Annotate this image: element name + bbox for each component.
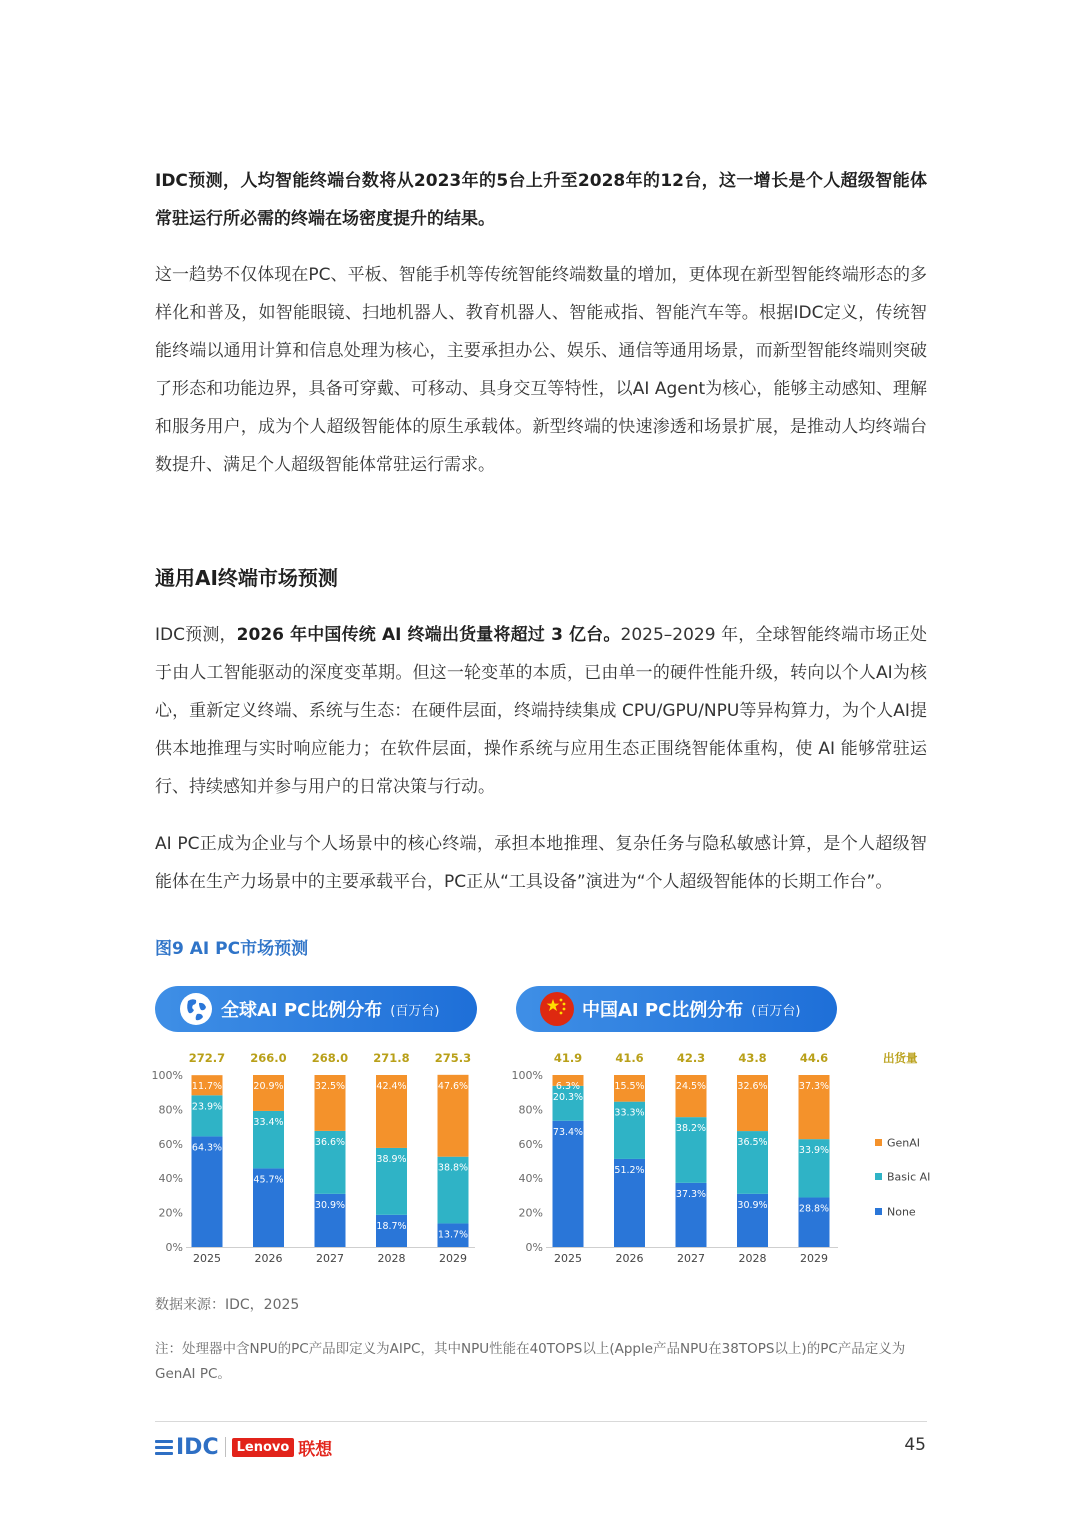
lianxiang-logo: 联想 bbox=[298, 1439, 333, 1460]
global-total-label: 275.3 bbox=[434, 1051, 472, 1065]
global-data-label: 45.7% bbox=[253, 1174, 284, 1186]
global-ytick-label: 60% bbox=[158, 1137, 183, 1151]
lenovo-logo: Lenovo bbox=[232, 1438, 295, 1457]
global-data-label: 42.4% bbox=[376, 1081, 407, 1092]
china-xtick-label: 2029 bbox=[800, 1252, 828, 1265]
global-xtick-label: 2028 bbox=[377, 1252, 406, 1265]
global-data-label: 64.3% bbox=[191, 1142, 223, 1154]
body-paragraph-3: AI PC正成为企业与个人场景中的核心终端，承担本地推理、复杂任务与隐私敏感计算，是个人超级智能体在生产力场景中的主要承载平台，PC正从“工具设备”演进为“个人超级智能体的长期工作台”。 bbox=[155, 834, 927, 892]
china-ytick-label: 100% bbox=[511, 1069, 543, 1082]
global-data-label: 38.9% bbox=[376, 1153, 407, 1165]
china-chart-unit: (百万台) bbox=[751, 1003, 801, 1019]
china-bar-none-2025 bbox=[553, 1121, 584, 1247]
body-paragraph-1: 这一趋势不仅体现在PC、平板、智能手机等传统智能终端数量的增加，更体现在新型智能终端形态的多样化和普及，如智能眼镜、扫地机器人、教育机器人、智能戒指、智能汽车等。根据IDC定义，传统智能终端以通用计算和信息处理为核心，主要承担办公、娱乐、通信等通用场景，而新型智能终端则突破了形态和功能边界，具备可穿戴、可移动、具身交互等特性，以AI Agent为核心，能够主动感知、理解和服务用户，成为个人超级智能体的原生承载体。新型终端的快速渗透和场景扩展，是推动人均终端台数提升、满足个人超级智能体常驻运行需求。 bbox=[155, 265, 927, 475]
global-total-label: 272.7 bbox=[188, 1051, 226, 1065]
china-data-label: 37.3% bbox=[798, 1081, 830, 1092]
china-data-label: 33.3% bbox=[614, 1107, 645, 1119]
global-xtick-label: 2027 bbox=[316, 1252, 344, 1265]
china-data-label: 36.5% bbox=[737, 1137, 768, 1149]
section-title: 通用AI终端市场预测 bbox=[155, 566, 338, 590]
china-data-label: 32.6% bbox=[737, 1081, 768, 1092]
logo-separator bbox=[225, 1437, 226, 1457]
china-ytick-label: 40% bbox=[518, 1172, 543, 1186]
china-data-label: 6.3% bbox=[555, 1081, 581, 1092]
china-xtick-label: 2028 bbox=[738, 1252, 767, 1265]
global-data-label: 11.7% bbox=[191, 1081, 223, 1093]
global-data-label: 23.9% bbox=[191, 1101, 223, 1113]
china-data-label: 24.5% bbox=[675, 1081, 707, 1092]
global-data-label: 38.8% bbox=[437, 1162, 469, 1174]
global-total-label: 268.0 bbox=[311, 1051, 349, 1065]
global-data-label: 47.6% bbox=[437, 1080, 469, 1092]
china-ytick-label: 80% bbox=[518, 1103, 543, 1117]
china-chart-title: 中国AI PC比例分布 bbox=[582, 1000, 744, 1021]
china-xtick-label: 2026 bbox=[615, 1252, 644, 1265]
china-ytick-label: 0% bbox=[525, 1241, 543, 1254]
global-ytick-label: 100% bbox=[151, 1069, 183, 1082]
global-data-label: 20.9% bbox=[253, 1081, 284, 1092]
legend-header: 出货量 bbox=[883, 1051, 918, 1065]
china-total-label: 43.8 bbox=[738, 1051, 767, 1065]
legend-swatch-basic-ai bbox=[875, 1173, 882, 1180]
global-ytick-label: 40% bbox=[158, 1172, 183, 1186]
global-data-label: 13.7% bbox=[437, 1229, 469, 1241]
china-xtick-label: 2027 bbox=[677, 1252, 705, 1265]
global-total-label: 266.0 bbox=[250, 1051, 287, 1065]
page-number: 45 bbox=[904, 1435, 926, 1455]
figure-title: 图9 AI PC市场预测 bbox=[155, 939, 309, 959]
p2-prefix: IDC预测， bbox=[155, 625, 237, 645]
legend-swatch-genai bbox=[875, 1139, 882, 1146]
global-data-label: 30.9% bbox=[314, 1199, 346, 1211]
china-data-label: 38.2% bbox=[675, 1123, 707, 1135]
global-xtick-label: 2029 bbox=[439, 1252, 467, 1265]
footer-logos bbox=[155, 1433, 332, 1461]
legend-label: GenAI bbox=[887, 1136, 921, 1150]
global-xtick-label: 2025 bbox=[193, 1252, 221, 1265]
global-ytick-label: 80% bbox=[158, 1103, 183, 1117]
china-total-label: 44.6 bbox=[799, 1051, 829, 1065]
global-ytick-label: 0% bbox=[165, 1241, 183, 1254]
global-data-label: 18.7% bbox=[376, 1220, 407, 1232]
china-data-label: 37.3% bbox=[675, 1188, 707, 1200]
global-xtick-label: 2026 bbox=[254, 1252, 283, 1265]
figure-note: 注：处理器中含NPU的PC产品即定义为AIPC，其中NPU性能在40TOPS以上(Apple产品NPU在38TOPS以上)的PC产品定义为GenAI PC。 bbox=[155, 1341, 906, 1382]
china-data-label: 51.2% bbox=[614, 1164, 645, 1176]
china-total-label: 41.9 bbox=[553, 1051, 583, 1065]
china-data-label: 28.8% bbox=[798, 1203, 830, 1215]
p2-bold: 2026 年中国传统 AI 终端出货量将超过 3 亿台。 bbox=[236, 625, 621, 645]
china-data-label: 30.9% bbox=[737, 1199, 768, 1211]
china-data-label: 33.9% bbox=[798, 1145, 830, 1157]
global-data-label: 32.5% bbox=[314, 1081, 346, 1092]
china-data-label: 20.3% bbox=[552, 1091, 584, 1103]
china-total-label: 41.6 bbox=[615, 1051, 644, 1065]
china-data-label: 15.5% bbox=[614, 1081, 645, 1092]
global-data-label: 36.6% bbox=[314, 1136, 346, 1148]
global-chart-title: 全球AI PC比例分布 bbox=[221, 1000, 383, 1021]
china-ytick-label: 20% bbox=[518, 1206, 543, 1220]
china-total-label: 42.3 bbox=[676, 1051, 706, 1065]
idc-logo bbox=[155, 1435, 219, 1460]
legend-label: Basic AI bbox=[887, 1170, 931, 1184]
lead-paragraph: IDC预测，人均智能终端台数将从2023年的5台上升至2028年的12台，这一增长是个人超级智能体常驻运行所必需的终端在场密度提升的结果。 bbox=[155, 171, 927, 229]
global-total-label: 271.8 bbox=[373, 1051, 410, 1065]
idc-logo-lines-icon bbox=[155, 1440, 173, 1455]
china-ytick-label: 60% bbox=[518, 1137, 543, 1151]
footer-divider bbox=[155, 1421, 927, 1422]
data-source: 数据来源：IDC，2025 bbox=[155, 1297, 300, 1313]
global-ytick-label: 20% bbox=[158, 1206, 183, 1220]
china-xtick-label: 2025 bbox=[554, 1252, 582, 1265]
global-chart-unit: (百万台) bbox=[390, 1003, 440, 1019]
china-data-label: 73.4% bbox=[552, 1126, 584, 1138]
idc-logo-text: IDC bbox=[176, 1434, 219, 1460]
legend-label: None bbox=[887, 1205, 916, 1219]
p2-rest: 2025–2029 年，全球智能终端市场正处于由人工智能驱动的深度变革期。但这一轮变革的本质，已由单一的硬件性能升级，转向以个人AI为核心，重新定义终端、系统与生态：在硬件层面，终端持续集成 CPU/GPU/NPU等异构算力，为个人AI提供本地推理与实时响应能力；在软件层面，操作系统与应用生态正围绕智能体重构，使 AI 能够常驻运行、持续感知并参与用户的日常决策与行动。 bbox=[155, 625, 927, 797]
legend-swatch-none bbox=[875, 1208, 882, 1215]
global-data-label: 33.4% bbox=[253, 1116, 284, 1128]
